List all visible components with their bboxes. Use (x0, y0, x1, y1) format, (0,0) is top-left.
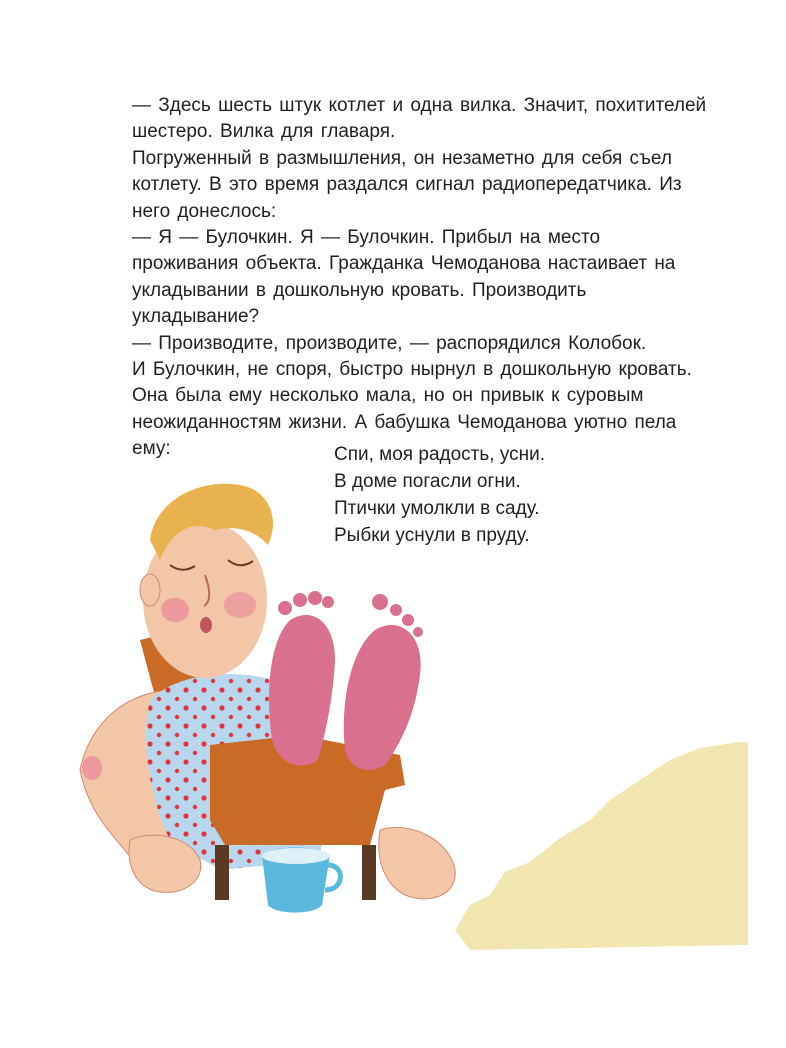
hand-right (379, 827, 455, 898)
sand-patch (455, 742, 748, 950)
verse-line: Спи, моя радость, усни. (334, 444, 545, 465)
paragraph: — Производите, производите, — распорядился Колобок. (132, 332, 647, 354)
verse-line: В доме погасли огни. (334, 471, 521, 492)
verse-line: Рыбки уснули в пруду. (334, 525, 530, 546)
paragraph: — Я — Булочкин. Я — Булочкин. Прибыл на место проживания объекта. Гражданка Чемоданова настаивает на укладывании в дошкольную кровать. Производить укладывание? (132, 227, 676, 328)
paragraph: Погруженный в размышления, он незаметно для себя съел котлету. В это время раздался сигнал радиопередатчика. Из него донеслось: (132, 147, 682, 222)
verse-line: Птички умолкли в саду. (334, 498, 540, 519)
paragraph: — Здесь шесть штук котлет и одна вилка. Значит, похитителей шестеро. Вилка для главаря. (132, 95, 707, 143)
paragraph: И Булочкин, не споря, быстро нырнул в дошкольную кровать. Она была ему несколько мала, но он привык к суровым неожиданностям жизни. А бабушка Чемоданова уютно пела ему: (132, 359, 692, 460)
foot-right (344, 625, 421, 770)
